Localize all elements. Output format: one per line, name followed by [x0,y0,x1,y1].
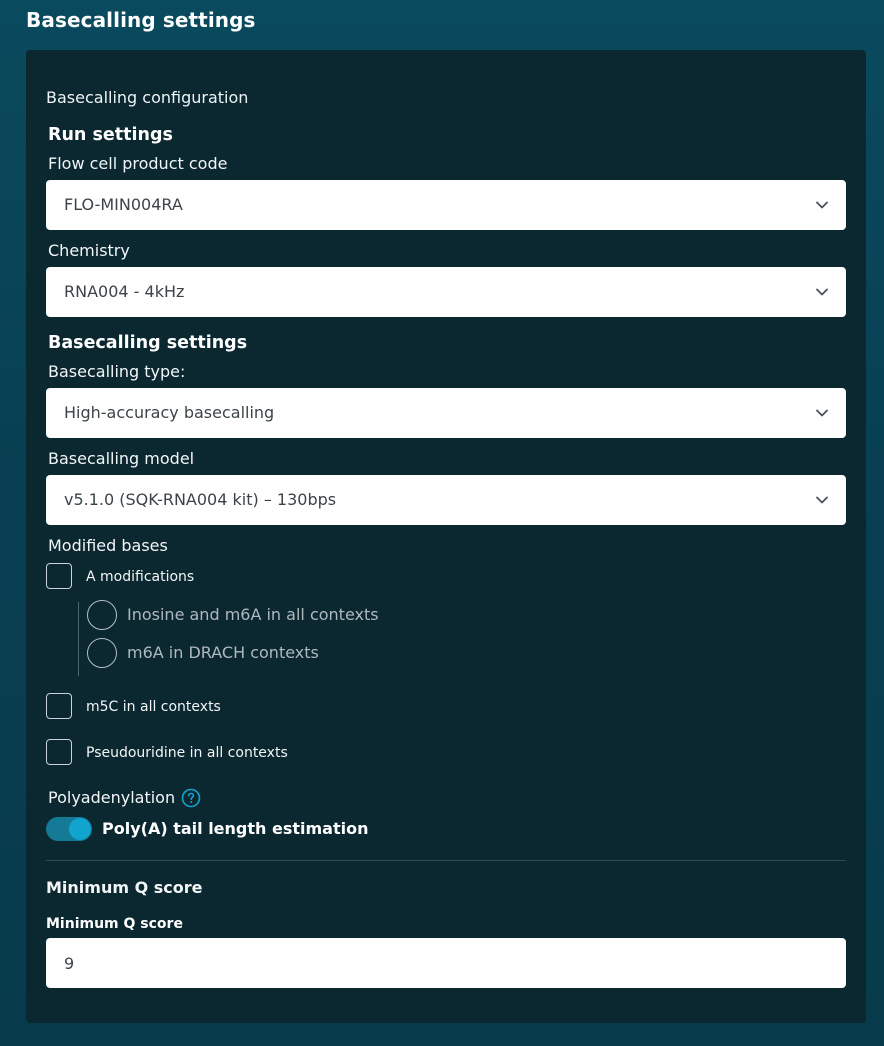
m6a-drach-radio[interactable] [87,638,117,668]
inosine-m6a-label: Inosine and m6A in all contexts [127,605,379,624]
chevron-down-icon [816,475,828,525]
basecalling-type-value: High-accuracy basecalling [64,403,275,422]
chevron-down-icon [816,388,828,438]
basecalling-type-select[interactable] [46,388,846,438]
chevron-down-icon [816,180,828,230]
basecalling-configuration-label: Basecalling configuration [46,88,249,107]
m5c-label: m5C in all contexts [86,699,221,715]
chemistry-select[interactable] [46,267,846,317]
minimum-q-score-heading: Minimum Q score [46,878,203,897]
divider [46,860,846,861]
basecalling-model-label: Basecalling model [48,449,195,468]
run-settings-heading: Run settings [48,125,173,145]
a-modifications-checkbox[interactable] [46,563,72,589]
flow-cell-select[interactable] [46,180,846,230]
minimum-q-score-input[interactable] [46,938,846,988]
basecalling-type-label: Basecalling type: [48,362,186,381]
modified-bases-label: Modified bases [48,536,168,555]
page-title: Basecalling settings [26,8,256,32]
chemistry-label: Chemistry [48,241,130,260]
basecalling-settings-panel [26,50,866,1023]
indent-guide [78,602,79,676]
a-modifications-label: A modifications [86,569,195,585]
polyadenylation-label: Polyadenylation [48,788,176,807]
basecalling-model-select[interactable] [46,475,846,525]
toggle-knob [69,818,91,840]
chevron-down-icon [816,267,828,317]
pseudouridine-label: Pseudouridine in all contexts [86,745,288,761]
chemistry-value: RNA004 - 4kHz [64,282,185,301]
flow-cell-label: Flow cell product code [48,154,228,173]
m5c-checkbox[interactable] [46,693,72,719]
inosine-m6a-radio[interactable] [87,600,117,630]
basecalling-model-value: v5.1.0 (SQK-RNA004 kit) – 130bps [64,490,337,509]
minimum-q-score-field-label: Minimum Q score [46,916,183,932]
poly-a-toggle-label: Poly(A) tail length estimation [102,819,369,838]
m6a-drach-label: m6A in DRACH contexts [127,643,319,662]
basecalling-settings-heading: Basecalling settings [48,333,248,353]
pseudouridine-checkbox[interactable] [46,739,72,765]
poly-a-toggle[interactable] [46,817,92,841]
flow-cell-value: FLO-MIN004RA [64,195,183,214]
question-circle-icon[interactable] [181,788,201,808]
